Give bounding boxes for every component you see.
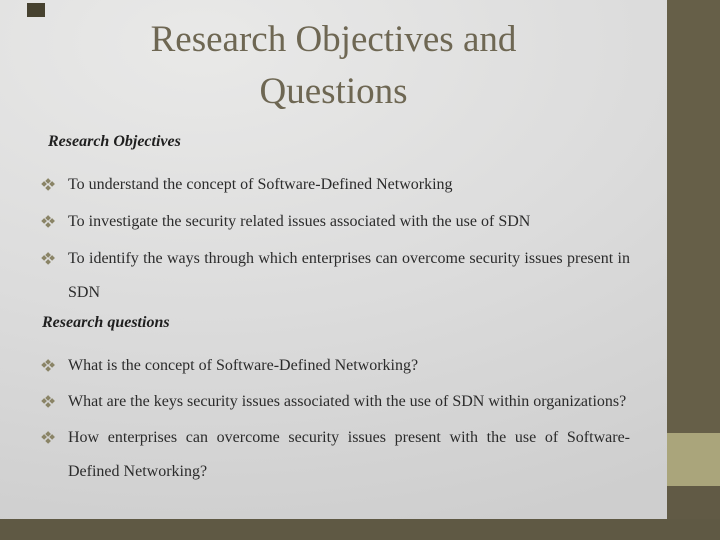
side-bar: [667, 0, 720, 540]
bullet-text: What are the keys security issues associated with the use of SDN within organizations?: [68, 392, 627, 410]
questions-bullet-list: [42, 349, 630, 489]
list-item: [42, 168, 630, 202]
list-item: [42, 205, 630, 239]
bullet-text: What is the concept of Software-Defined Networking?: [68, 356, 419, 374]
side-bar-accent-square: [667, 433, 720, 486]
side-bar-top-segment: [667, 0, 720, 433]
four-diamond-bullet-icon: [42, 216, 54, 228]
section-heading-research-questions: Research questions: [42, 313, 170, 331]
list-item: [42, 242, 630, 310]
four-diamond-bullet-icon: [42, 360, 54, 372]
objectives-bullet-list: [42, 168, 630, 310]
section-heading-research-objectives: Research Objectives: [48, 132, 181, 150]
four-diamond-bullet-icon: [42, 253, 54, 265]
slide-title: Research Objectives and Questions: [150, 19, 517, 112]
bullet-text: To investigate the security related issues associated with the use of SDN: [68, 212, 531, 230]
list-item: [42, 349, 630, 383]
four-diamond-bullet-icon: [42, 396, 54, 408]
bullet-text: How enterprises can overcome security issues present with the use of Software-Defined Networking?: [68, 428, 630, 480]
list-item: [42, 385, 630, 419]
four-diamond-bullet-icon: [42, 179, 54, 191]
bullet-text: To identify the ways through which enterprises can overcome security issues present in SDN: [68, 249, 630, 301]
bullet-text: To understand the concept of Software-Defined Networking: [68, 175, 453, 193]
four-diamond-bullet-icon: [42, 432, 54, 444]
list-item: [42, 421, 630, 489]
